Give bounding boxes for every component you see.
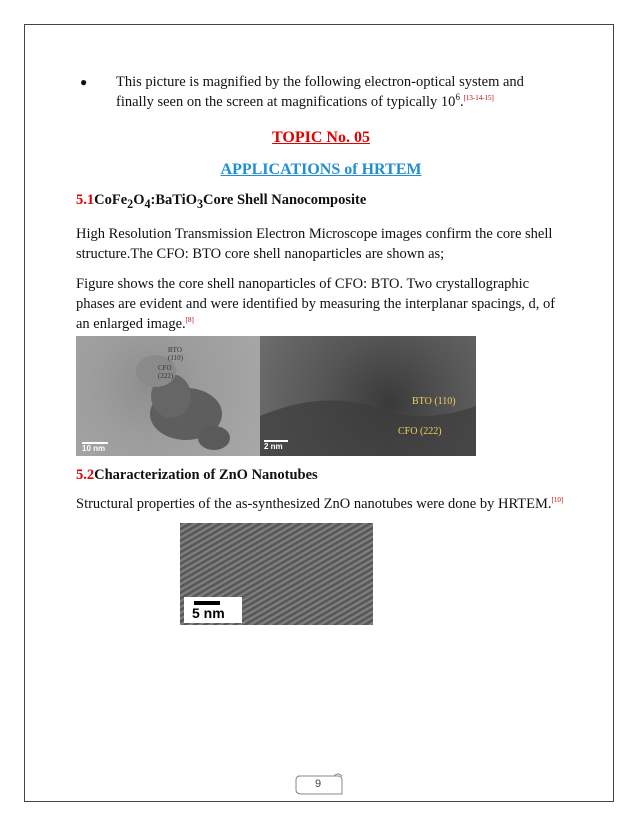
bullet-line2-end: . (459, 94, 464, 110)
main-content (76, 72, 566, 334)
figure-zno-nanotube-tem (180, 523, 373, 625)
scale-label: 5 nm (192, 605, 225, 621)
section1-heading (76, 190, 566, 214)
formula-part: :BaTiO (150, 192, 197, 208)
label-cfo: CFO (158, 364, 172, 372)
page-number-scroll (292, 772, 344, 798)
citation: [8] (185, 316, 194, 325)
bullet-line1: This picture is magnified by the following electron-optical system and (116, 74, 524, 90)
citation: [13-14-15] (463, 94, 494, 103)
bullet-icon: ● (80, 75, 88, 89)
section2-number: 5.2 (76, 467, 95, 483)
bullet-text (116, 72, 566, 112)
exponent: 6 (455, 92, 460, 103)
section2-title: Characterization of ZnO Nanotubes (94, 467, 318, 483)
scale-label: 10 nm (82, 444, 106, 453)
paragraph (76, 496, 576, 513)
page-number: 9 (314, 778, 322, 790)
figure-core-shell-tem (76, 336, 476, 456)
paragraph-text: Structural properties of the as-synthesized ZnO nanotubes were done by HRTEM. (76, 496, 552, 512)
citation: [10] (551, 496, 564, 505)
scale-label: 2 nm (264, 442, 283, 451)
formula-sub: 2 (127, 196, 134, 211)
label-bto-right: BTO (110) (412, 396, 456, 407)
paragraph (76, 274, 566, 334)
topic-title: TOPIC No. 05 (272, 129, 370, 146)
formula-part: O (133, 192, 145, 208)
bullet-line2: finally seen on the screen at magnifications of typically 10 (116, 94, 456, 110)
formula-part: Core Shell Nanocomposite (203, 192, 367, 208)
bullet-item (80, 72, 566, 112)
label-cfo-right: CFO (222) (398, 426, 442, 437)
section2-heading (76, 467, 318, 484)
section-title: APPLICATIONS of HRTEM (220, 161, 422, 178)
paragraph: High Resolution Transmission Electron Microscope images confirm the core shell structure.The CFO: BTO core shell nanoparticles are shown as; (76, 225, 553, 262)
formula-sub: 3 (196, 196, 204, 211)
paragraph-text: Figure shows the core shell nanoparticles of CFO: BTO. Two crystallographic phases are evident and were identified by measuring the interplanar spacings, d, of an enlarged image. (76, 275, 556, 332)
tem-image-right (260, 336, 476, 456)
section1-number: 5.1 (76, 192, 95, 208)
formula-part: CoFe (94, 192, 128, 208)
label-bto: BTO (168, 346, 182, 354)
tem-image-left (76, 336, 260, 456)
label-cfo-plane: (222) (158, 372, 174, 380)
scale-box (184, 597, 242, 623)
label-bto-plane: (110) (168, 354, 183, 362)
formula-sub: 4 (144, 196, 151, 211)
